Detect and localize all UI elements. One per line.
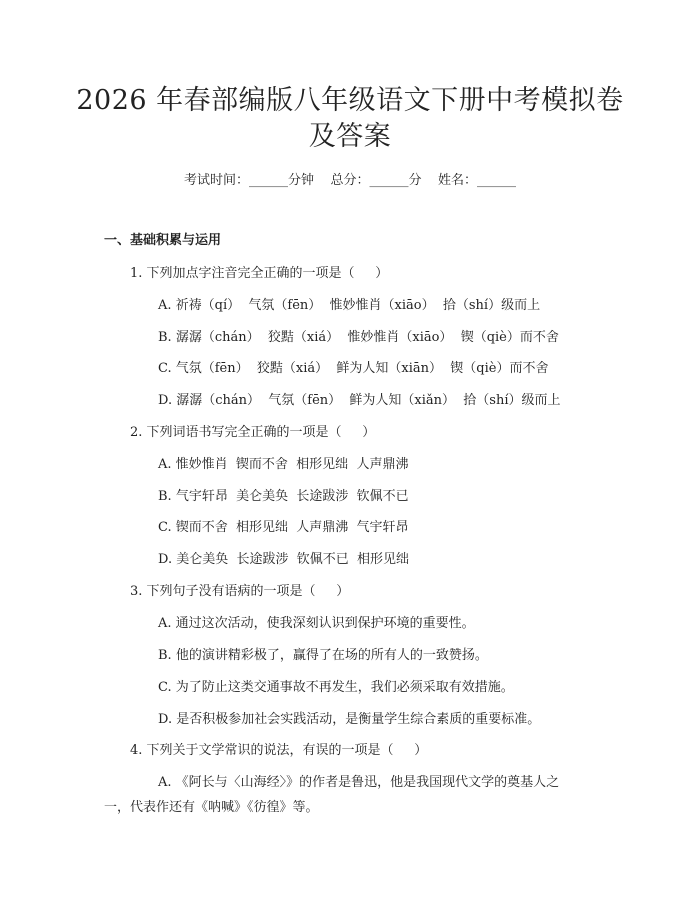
question-4-stem: 4. 下列关于文学常识的说法，有误的一项是（ ） [130, 743, 428, 758]
question-2-option-c: C. 锲而不舍 相形见绌 人声鼎沸 气宇轩昂 [158, 520, 409, 535]
question-3-stem: 3. 下列句子没有语病的一项是（ ） [130, 584, 350, 599]
question-1-option-b: B. 潺潺（chán） 狡黠（xiá） 惟妙惟肖（xiāo） 锲（qiè）而不舍 [158, 330, 559, 345]
question-3-option-c: C. 为了防止这类交通事故不再发生，我们必须采取有效措施。 [158, 680, 514, 695]
question-1-option-d: D. 潺潺（chán） 气氛（fēn） 鲜为人知（xiǎn） 拾（shí）级而上 [158, 393, 561, 408]
question-3-option-b: B. 他的演讲精彩极了，赢得了在场的所有人的一致赞扬。 [158, 648, 488, 663]
question-2-option-a: A. 惟妙惟肖 锲而不舍 相形见绌 人声鼎沸 [158, 457, 409, 472]
question-1-stem: 1. 下列加点字注音完全正确的一项是（ ） [130, 266, 389, 281]
page-title-continued: 及答案 [308, 121, 392, 152]
section-heading: 一、基础积累与运用 [104, 233, 222, 248]
question-1-option-a: A. 祈祷（qí） 气氛（fēn） 惟妙惟肖（xiāo） 拾（shí）级而上 [158, 298, 541, 313]
question-4-option-a-continued: 一，代表作还有《呐喊》《彷徨》等。 [104, 800, 319, 815]
question-2-stem: 2. 下列词语书写完全正确的一项是（ ） [130, 425, 376, 440]
question-1-option-c: C. 气氛（fēn） 狡黠（xiá） 鲜为人知（xiān） 锲（qiè）而不舍 [158, 361, 549, 376]
question-2-option-d: D. 美仑美奂 长途跋涉 钦佩不已 相形见绌 [158, 552, 410, 567]
page-title: 2026 年春部编版八年级语文下册中考模拟卷 [76, 85, 624, 116]
question-4-option-a: A. 《阿长与〈山海经〉》的作者是鲁迅，他是我国现代文学的奠基人之 [158, 775, 560, 790]
question-3-option-d: D. 是否积极参加社会实践活动，是衡量学生综合素质的重要标准。 [158, 712, 541, 727]
exam-info-line: 考试时间：______分钟 总分：______分 姓名：______ [183, 173, 517, 188]
question-2-option-b: B. 气宇轩昂 美仑美奂 长途跋涉 钦佩不已 [158, 489, 409, 504]
question-3-option-a: A. 通过这次活动，使我深刻认识到保护环境的重要性。 [158, 616, 475, 631]
